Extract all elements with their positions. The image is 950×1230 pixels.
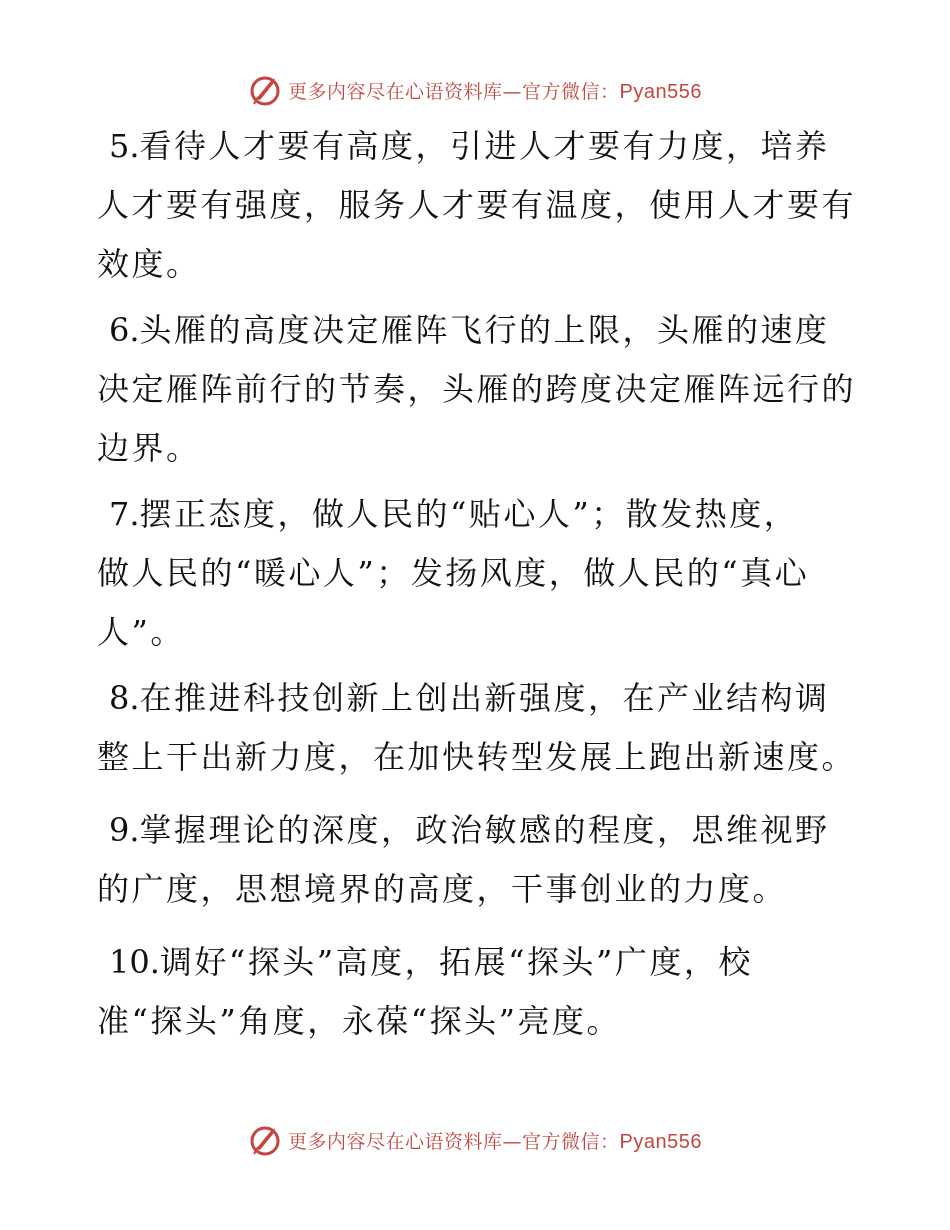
list-item — [97, 801, 857, 919]
list-item — [97, 117, 857, 294]
item-line — [97, 485, 857, 544]
item-line: 边界。 — [97, 429, 201, 467]
item-number: 10. — [109, 943, 160, 981]
footer-banner-content — [248, 1123, 702, 1157]
item-number: 5. — [109, 127, 140, 165]
item-text: 调好“探头”高度，拓展“探头”广度，校 — [159, 943, 753, 981]
item-line: 效度。 — [97, 245, 201, 283]
banner-text — [288, 1127, 702, 1154]
banner-wechat-label: 官方微信： — [522, 1130, 620, 1153]
quill-pen-circle-icon — [248, 1123, 284, 1157]
list-item — [97, 669, 857, 787]
item-line: 整上干出新力度，在加快转型发展上跑出新速度。 — [97, 738, 857, 776]
item-line: 人”。 — [97, 613, 185, 651]
banner-title: 更多内容尽在心语资料库 — [288, 80, 503, 103]
banner-dash: — — [502, 80, 523, 103]
item-text: 在推进科技创新上创出新强度，在产业结构调 — [139, 679, 830, 717]
item-number: 6. — [109, 311, 140, 349]
header-banner-content — [248, 73, 702, 107]
banner-wechat-id: Pyan556 — [619, 80, 702, 103]
banner-wechat-id: Pyan556 — [619, 1130, 702, 1153]
item-line — [97, 117, 857, 176]
item-line: 做人民的“暖心人”；发扬风度，做人民的“真心 — [97, 554, 810, 592]
list-item — [97, 933, 857, 1051]
item-text: 头雁的高度决定雁阵飞行的上限，头雁的速度 — [139, 311, 830, 349]
list-item — [97, 485, 857, 662]
item-line: 准“探头”角度，永葆“探头”亮度。 — [97, 1002, 621, 1040]
footer-banner — [0, 1120, 950, 1160]
document-body — [97, 117, 857, 1058]
item-line — [97, 801, 857, 860]
banner-dash: — — [502, 1130, 523, 1153]
item-text: 看待人才要有高度，引进人才要有力度，培养 — [139, 127, 830, 165]
item-line: 决定雁阵前行的节奏，头雁的跨度决定雁阵远行的 — [97, 370, 857, 408]
item-line: 人才要有强度，服务人才要有温度，使用人才要有 — [97, 186, 857, 224]
item-text: 摆正态度，做人民的“贴心人”；散发热度， — [139, 495, 799, 533]
list-item — [97, 301, 857, 478]
item-number: 7. — [109, 495, 140, 533]
banner-text — [288, 77, 702, 104]
item-number: 8. — [109, 679, 140, 717]
banner-title: 更多内容尽在心语资料库 — [288, 1130, 503, 1153]
item-text: 掌握理论的深度，政治敏感的程度，思维视野 — [139, 811, 830, 849]
header-banner — [0, 70, 950, 110]
item-line — [97, 301, 857, 360]
item-line — [97, 933, 857, 992]
quill-pen-circle-icon — [248, 73, 284, 107]
item-line — [97, 669, 857, 728]
banner-wechat-label: 官方微信： — [522, 80, 620, 103]
item-line: 的广度，思想境界的高度，干事创业的力度。 — [97, 870, 788, 908]
item-number: 9. — [109, 811, 140, 849]
